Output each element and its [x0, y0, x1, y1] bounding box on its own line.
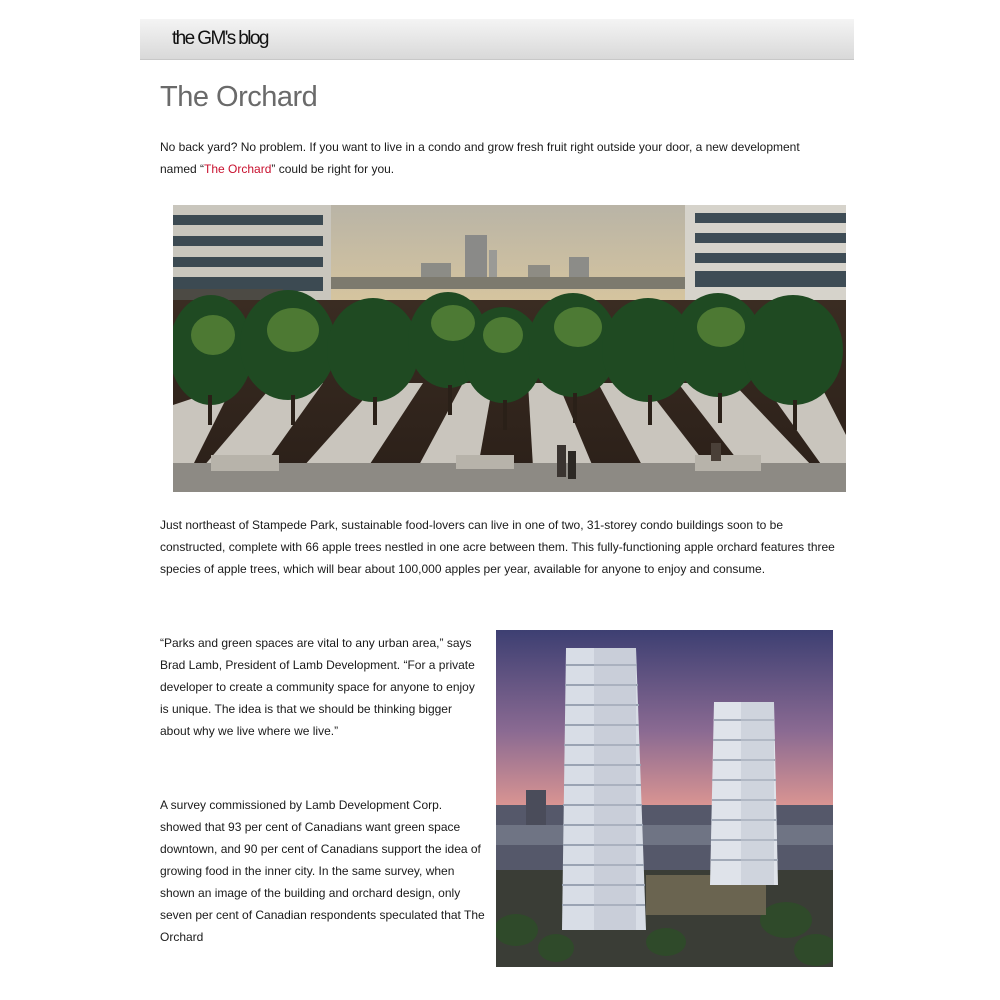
the-orchard-link[interactable]: The Orchard [204, 162, 272, 176]
article-title: The Orchard [160, 81, 318, 113]
survey-paragraph: A survey commissioned by Lamb Development Corp. showed that 93 per cent of Canadians want green space downtown, and 90 per cent of Canadians support the idea of growing food in the inner city. In the same survey, when shown an image of the building and orchard design, only seven per cent of Canadian respondents speculated that The Orchard [160, 798, 485, 944]
intro-text-after: ” could be right for you. [271, 162, 395, 176]
intro-text-before: No back yard? No problem. If you want to live in a condo and grow fresh fruit right outside your door, a new development named “ [160, 140, 800, 176]
intro-paragraph [160, 136, 820, 180]
brad-lamb-quote: “Parks and green spaces are vital to any urban area,” says Brad Lamb, President of Lamb Development. “For a private developer to create a community space for anyone to enjoy is unique. The idea is that we should be thinking bigger about why we live where we live.” [160, 636, 475, 738]
blog-header [140, 19, 854, 60]
blog-title[interactable]: the GM's blog [172, 28, 268, 49]
orchard-courtyard-image [173, 205, 846, 492]
condo-towers-image [496, 630, 833, 967]
stampede-park-paragraph: Just northeast of Stampede Park, sustainable food-lovers can live in one of two, 31-storey condo buildings soon to be constructed, complete with 66 apple trees nestled in one acre between them. This fully-functioning apple orchard features three species of apple trees, which will bear about 100,000 apples per year, available for anyone to enjoy and consume. [160, 518, 835, 576]
